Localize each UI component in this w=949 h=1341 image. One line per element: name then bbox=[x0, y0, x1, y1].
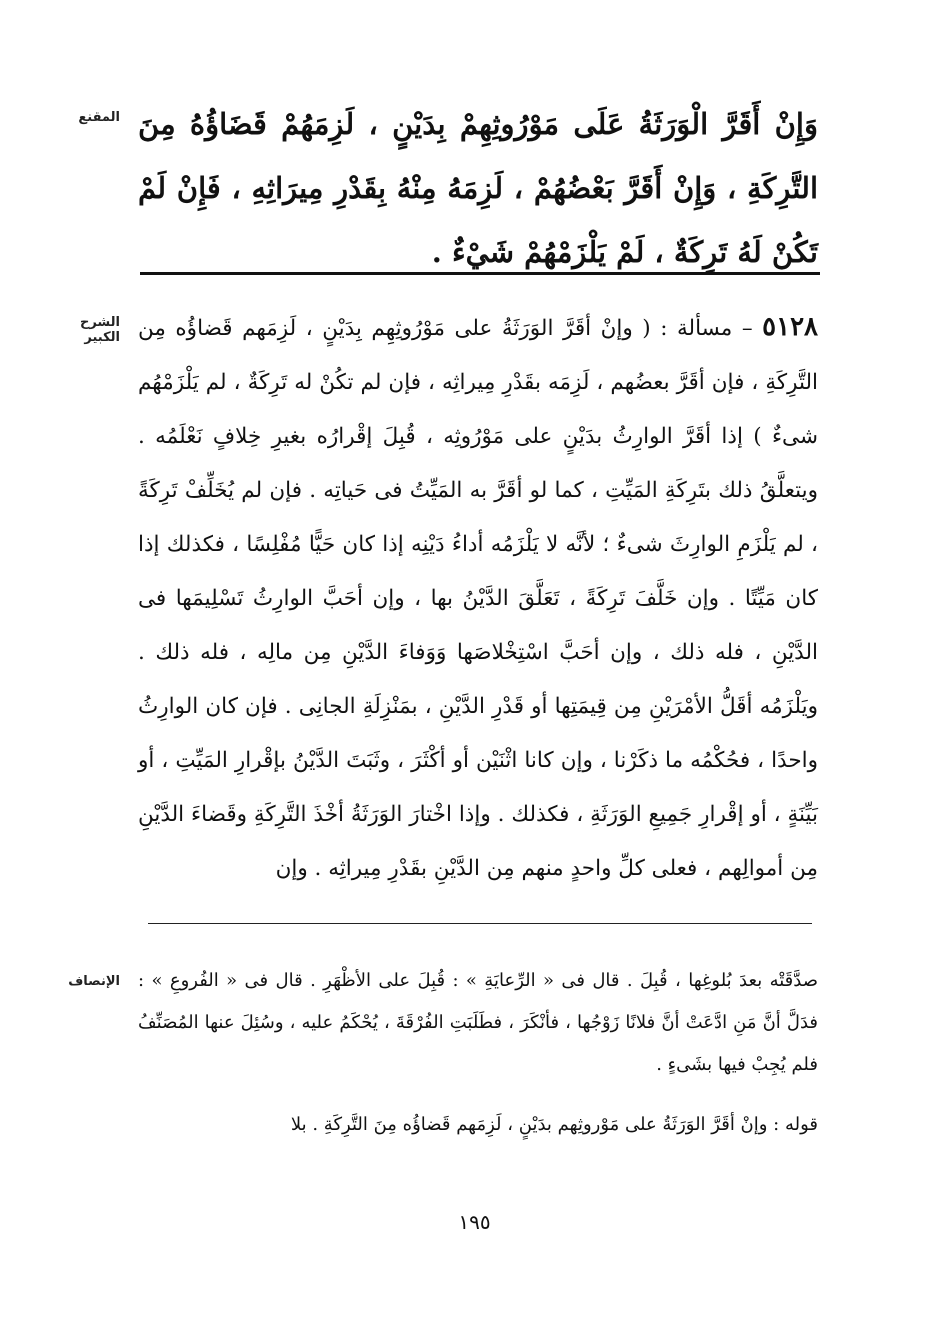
muqni-paragraph: وَإِنْ أَقَرَّ الْوَرَثَةُ عَلَى مَوْرُوثِهِمْ بِدَيْنٍ ، لَزِمَهُمْ قَضَاؤُهُ مِنَ التَّرِكَةِ ، وَإِنْ أَقَرَّ بَعْضُهُمْ ، لَزِمَهُ مِنْهُ بِقَدْرِ مِيرَاثِهِ ، فَإِنْ لَمْ تَكُنْ لَهُ تَرِكَةٌ ، لَمْ يَلْزَمْهُمْ شَيْءٌ . bbox=[138, 107, 818, 269]
section-divider bbox=[140, 272, 820, 275]
sharh-label: الشرح الكبير bbox=[79, 315, 120, 345]
page-number: ١٩٥ bbox=[458, 1210, 491, 1234]
muqni-label: المقنع bbox=[78, 110, 120, 125]
insaf-text-block bbox=[138, 960, 818, 1146]
footnote-divider bbox=[148, 923, 812, 924]
muqni-text-block bbox=[138, 92, 818, 284]
sharh-text: – مسألة : ( وإنْ أقَرَّ الوَرَثَةُ على مَوْرُوثِهِم بِدَيْنٍ ، لَزِمَهم قَضاؤُه مِن التَّرِكَةِ ، فإن أقَرَّ بعضُهم ، لَزِمَه بقَدْرِ مِيراثِه ، فإن لم تكُنْ له تَرِكَةٌ ، لم يَلْزَمْهُم شىءٌ ) إذا أقَرَّ الوارِثُ بدَيْنٍ على مَوْرُوثِه ، قُبِلَ إقْرارُه بغيرِ خِلافٍ نَعْلَمُه . ويتعلَّقُ ذلك بتَرِكَةِ المَيِّتِ ، كما لو أقَرَّ به المَيِّتُ فى حَياتِه . فإن لم يُخَلِّفْ تَرِكَةً ، لم يَلْزَمِ الوارِثَ شىءٌ ؛ لأنَّه لا يَلْزَمُه أداءُ دَيْنِه إذا كان حَيًّا مُفْلِسًا ، فكذلك إذا كان مَيِّتًا . وإن خَلَّفَ تَرِكَةً ، تَعَلَّقَ الدَّيْنُ بها ، وإن أحَبَّ الوارِثُ تَسْلِيمَها فى الدَّيْنِ ، فله ذلك ، وإن أحَبَّ اسْتِخْلاصَها وَوَفاءَ الدَّيْنِ مِن مالِه ، فله ذلك . ويَلْزَمُه أقَلُّ الأمْرَيْنِ مِن قِيمَتِها أو قَدْرِ الدَّيْنِ ، بمَنْزِلَةِ الجانِى . فإن كان الوارِثُ واحدًا ، فحُكْمُه ما ذكَرْنا ، وإن كانا اثْنَيْن أو أكْثَرَ ، وثَبَتَ الدَّيْنُ بإقْرارِ المَيِّتِ ، أو بَيِّنَةٍ ، أو إقْرارِ جَمِيعِ الوَرَثَةِ ، فكذلك . وإذا اخْتارَ الوَرَثَةُ أخْذَ التَّرِكَةِ وقَضاءَ الدَّيْنِ مِن أموالِهم ، فعلى كلِّ واحدٍ منهم مِن الدَّيْنِ بقَدْرِ مِيراثِه . وإن bbox=[138, 316, 818, 881]
entry-number: ٥١٢٨ bbox=[762, 312, 818, 342]
sharh-paragraph bbox=[138, 300, 818, 896]
insaf-label: الإنصاف bbox=[68, 974, 120, 989]
insaf-paragraph: صدَّقَتْه بعدَ بُلوغِها ، قُبِلَ . قال فى « الرِّعايَةِ » : قُبِلَ على الأظْهَرِ . قال فى « الفُروعِ » : فدَلَّ أنَّ مَنِ ادَّعَتْ أنَّ فلانًا زَوْجُها ، فأنْكَرَ ، فطَلَبَتِ الفُرْقَةَ ، يُحْكَمُ عليه ، وسُئِلَ عنها المُصَنِّفُ فلم يُجِبْ فيها بشَىءٍ . bbox=[138, 970, 818, 1075]
sharh-text-block bbox=[138, 300, 818, 896]
insaf-paragraph: قوله : وإنْ أقَرَّ الوَرَثَةُ على مَوْروثِهم بدَيْنٍ ، لَزِمَهم قَضاؤُه مِنَ التَّرِكَةِ . بلا bbox=[290, 1114, 818, 1135]
